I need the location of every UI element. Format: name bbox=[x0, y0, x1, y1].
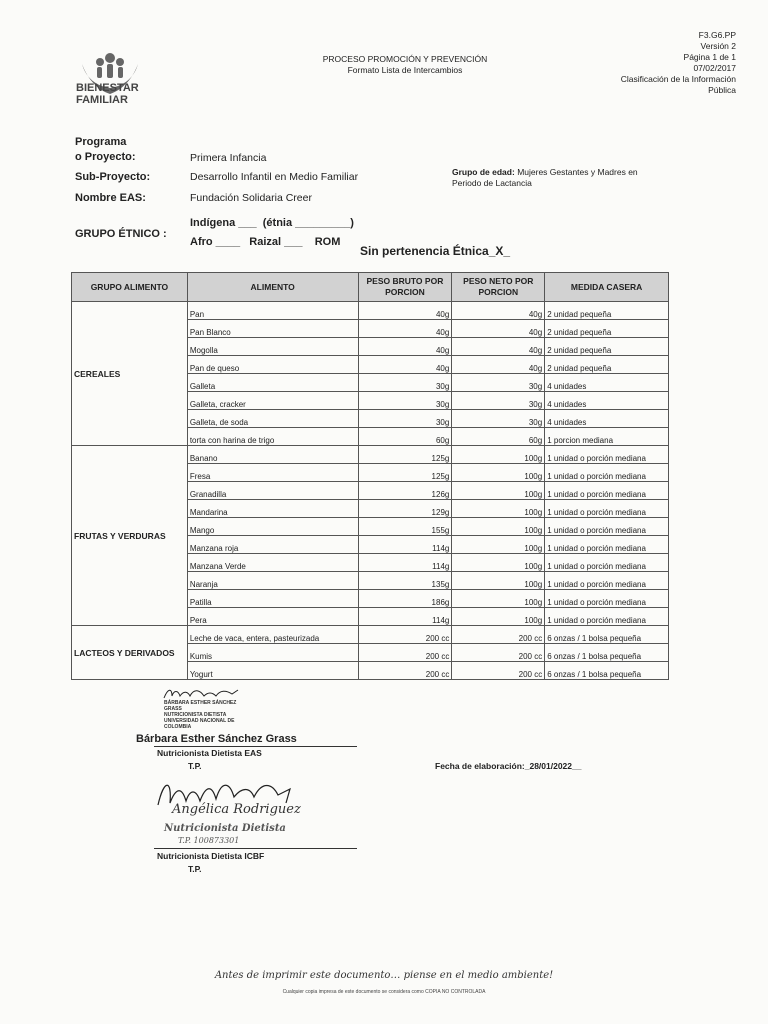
signer-1-tp: T.P. bbox=[188, 761, 202, 771]
medida-cell: 1 unidad o porción mediana bbox=[545, 572, 669, 590]
medida-cell: 2 unidad pequeña bbox=[545, 302, 669, 320]
doc-page: Página 1 de 1 bbox=[683, 52, 736, 62]
ethnic-label: GRUPO ÉTNICO : bbox=[75, 228, 167, 240]
food-cell: Galleta, de soda bbox=[187, 410, 358, 428]
exchange-list-table bbox=[71, 272, 669, 680]
eas-value: Fundación Solidaria Creer bbox=[190, 192, 312, 204]
age-group bbox=[452, 167, 638, 189]
food-cell: Mandarina bbox=[187, 500, 358, 518]
peso-bruto-cell: 114g bbox=[358, 554, 452, 572]
program-label-line-1: Programa bbox=[75, 136, 127, 148]
medida-cell: 1 unidad o porción mediana bbox=[545, 464, 669, 482]
medida-cell: 4 unidades bbox=[545, 374, 669, 392]
medida-cell: 4 unidades bbox=[545, 410, 669, 428]
peso-bruto-cell: 40g bbox=[358, 356, 452, 374]
col-header-alimento: ALIMENTO bbox=[187, 273, 358, 302]
header-right bbox=[600, 30, 736, 96]
food-cell: Manzana Verde bbox=[187, 554, 358, 572]
medida-cell: 2 unidad pequeña bbox=[545, 356, 669, 374]
peso-bruto-cell: 30g bbox=[358, 392, 452, 410]
peso-neto-cell: 30g bbox=[452, 410, 545, 428]
peso-neto-cell: 100g bbox=[452, 464, 545, 482]
peso-bruto-cell: 30g bbox=[358, 374, 452, 392]
food-cell: Granadilla bbox=[187, 482, 358, 500]
program-label-line-2: o Proyecto: bbox=[75, 151, 136, 163]
medida-cell: 1 unidad o porción mediana bbox=[545, 554, 669, 572]
peso-neto-cell: 40g bbox=[452, 356, 545, 374]
table-row bbox=[72, 302, 669, 320]
food-cell: Pera bbox=[187, 608, 358, 626]
group-name: LACTEOS Y DERIVADOS bbox=[72, 626, 188, 680]
peso-neto-cell: 200 cc bbox=[452, 626, 545, 644]
medida-cell: 1 unidad o porción mediana bbox=[545, 446, 669, 464]
peso-neto-cell: 30g bbox=[452, 392, 545, 410]
stamp-line-3: UNIVERSIDAD NACIONAL DE COLOMBIA bbox=[164, 718, 235, 730]
peso-bruto-cell: 186g bbox=[358, 590, 452, 608]
food-cell: Patilla bbox=[187, 590, 358, 608]
col-header-grupo: GRUPO ALIMENTO bbox=[72, 273, 188, 302]
signer-2-role: Nutricionista Dietista ICBF bbox=[157, 851, 265, 861]
medida-cell: 6 onzas / 1 bolsa pequeña bbox=[545, 662, 669, 680]
peso-neto-cell: 100g bbox=[452, 518, 545, 536]
peso-neto-cell: 40g bbox=[452, 320, 545, 338]
food-cell: Galleta, cracker bbox=[187, 392, 358, 410]
signature-2-role: Nutricionista Dietista bbox=[164, 823, 286, 834]
footer-note: Cualquier copia impresa de este documento se considera como COPIA NO CONTROLADA bbox=[282, 989, 486, 995]
medida-cell: 1 unidad o porción mediana bbox=[545, 482, 669, 500]
medida-cell: 4 unidades bbox=[545, 392, 669, 410]
fecha-elaboracion: Fecha de elaboración:_28/01/2022__ bbox=[435, 761, 582, 771]
subproject-value: Desarrollo Infantil en Medio Familiar bbox=[190, 171, 359, 183]
table-header-row bbox=[72, 273, 669, 302]
peso-neto-cell: 40g bbox=[452, 302, 545, 320]
food-cell: Pan de queso bbox=[187, 356, 358, 374]
peso-bruto-cell: 30g bbox=[358, 410, 452, 428]
peso-neto-cell: 100g bbox=[452, 572, 545, 590]
medida-cell: 1 unidad o porción mediana bbox=[545, 536, 669, 554]
peso-neto-cell: 100g bbox=[452, 446, 545, 464]
medida-cell: 1 unidad o porción mediana bbox=[545, 590, 669, 608]
peso-bruto-cell: 40g bbox=[358, 302, 452, 320]
peso-bruto-cell: 40g bbox=[358, 320, 452, 338]
peso-bruto-cell: 125g bbox=[358, 446, 452, 464]
peso-bruto-cell: 114g bbox=[358, 608, 452, 626]
program-label bbox=[75, 135, 136, 165]
peso-bruto-cell: 200 cc bbox=[358, 644, 452, 662]
peso-bruto-cell: 155g bbox=[358, 518, 452, 536]
col-header-medida: MEDIDA CASERA bbox=[545, 273, 669, 302]
peso-neto-cell: 200 cc bbox=[452, 644, 545, 662]
signature-1-line bbox=[154, 746, 357, 747]
peso-bruto-cell: 40g bbox=[358, 338, 452, 356]
col-header-peso-bruto: PESO BRUTO POR PORCION bbox=[358, 273, 452, 302]
age-group-value-1: Mujeres Gestantes y Madres en bbox=[517, 167, 638, 177]
medida-cell: 6 onzas / 1 bolsa pequeña bbox=[545, 626, 669, 644]
peso-bruto-cell: 200 cc bbox=[358, 626, 452, 644]
medida-cell: 2 unidad pequeña bbox=[545, 320, 669, 338]
medida-cell: 1 unidad o porción mediana bbox=[545, 608, 669, 626]
peso-bruto-cell: 125g bbox=[358, 464, 452, 482]
group-name: FRUTAS Y VERDURAS bbox=[72, 446, 188, 626]
food-cell: Pan bbox=[187, 302, 358, 320]
table-body bbox=[72, 302, 669, 680]
peso-neto-cell: 100g bbox=[452, 500, 545, 518]
table-row bbox=[72, 446, 669, 464]
peso-neto-cell: 100g bbox=[452, 608, 545, 626]
peso-neto-cell: 100g bbox=[452, 590, 545, 608]
program-value: Primera Infancia bbox=[190, 152, 267, 164]
doc-code: F3.G6.PP bbox=[698, 30, 736, 40]
food-cell: Mango bbox=[187, 518, 358, 536]
header-center bbox=[290, 54, 520, 76]
peso-neto-cell: 40g bbox=[452, 338, 545, 356]
peso-bruto-cell: 200 cc bbox=[358, 662, 452, 680]
classification-value: Pública bbox=[708, 85, 736, 95]
classification-label: Clasificación de la Información bbox=[620, 74, 736, 84]
logo-text bbox=[76, 82, 139, 106]
signature-2-name: Angélica Rodriguez bbox=[172, 802, 301, 817]
signature-2-tp: T.P. 100873301 bbox=[178, 836, 240, 845]
medida-cell: 6 onzas / 1 bolsa pequeña bbox=[545, 644, 669, 662]
table-row bbox=[72, 626, 669, 644]
peso-bruto-cell: 135g bbox=[358, 572, 452, 590]
peso-neto-cell: 100g bbox=[452, 536, 545, 554]
signature-1-stamp bbox=[164, 700, 254, 730]
medida-cell: 2 unidad pequeña bbox=[545, 338, 669, 356]
ethnic-none: Sin pertenencia Étnica_X_ bbox=[360, 244, 511, 258]
signature-2-line bbox=[154, 848, 357, 849]
signer-1-name: Bárbara Esther Sánchez Grass bbox=[136, 733, 297, 745]
subproject-label: Sub-Proyecto: bbox=[75, 171, 151, 183]
stamp-line-2: NUTRICIONISTA DIETISTA bbox=[164, 712, 227, 718]
format-title: Formato Lista de Intercambios bbox=[347, 65, 463, 75]
peso-neto-cell: 60g bbox=[452, 428, 545, 446]
medida-cell: 1 porcion mediana bbox=[545, 428, 669, 446]
footer-message: Antes de imprimir este documento… piense en el medio ambiente! bbox=[214, 970, 554, 981]
stamp-line-1: BÁRBARA ESTHER SÁNCHEZ GRASS bbox=[164, 700, 237, 712]
ethnic-line-1: Indígena ___ (étnia _________) bbox=[190, 217, 354, 229]
peso-neto-cell: 30g bbox=[452, 374, 545, 392]
process-title: PROCESO PROMOCIÓN Y PREVENCIÓN bbox=[322, 54, 488, 64]
age-group-value-2: Periodo de Lactancia bbox=[452, 178, 532, 188]
peso-bruto-cell: 60g bbox=[358, 428, 452, 446]
age-group-label: Grupo de edad: bbox=[452, 167, 515, 177]
food-cell: Kumis bbox=[187, 644, 358, 662]
ethnic-line-2: Afro ____ Raizal ___ ROM bbox=[190, 236, 341, 248]
food-cell: Mogolla bbox=[187, 338, 358, 356]
signer-2-tp: T.P. bbox=[188, 864, 202, 874]
food-cell: Naranja bbox=[187, 572, 358, 590]
food-cell: Manzana roja bbox=[187, 536, 358, 554]
food-cell: Leche de vaca, entera, pasteurizada bbox=[187, 626, 358, 644]
logo-line-1: BIENESTAR bbox=[76, 82, 139, 94]
peso-neto-cell: 100g bbox=[452, 482, 545, 500]
peso-neto-cell: 200 cc bbox=[452, 662, 545, 680]
doc-version: Versión 2 bbox=[700, 41, 736, 51]
col-header-peso-neto: PESO NETO POR PORCION bbox=[452, 273, 545, 302]
signer-1-role: Nutricionista Dietista EAS bbox=[157, 748, 262, 758]
logo-line-2: FAMILIAR bbox=[76, 94, 128, 106]
eas-label: Nombre EAS: bbox=[75, 192, 146, 204]
peso-bruto-cell: 129g bbox=[358, 500, 452, 518]
food-cell: Yogurt bbox=[187, 662, 358, 680]
medida-cell: 1 unidad o porción mediana bbox=[545, 500, 669, 518]
medida-cell: 1 unidad o porción mediana bbox=[545, 518, 669, 536]
food-cell: Banano bbox=[187, 446, 358, 464]
food-cell: Pan Blanco bbox=[187, 320, 358, 338]
food-cell: Fresa bbox=[187, 464, 358, 482]
peso-neto-cell: 100g bbox=[452, 554, 545, 572]
doc-date: 07/02/2017 bbox=[693, 63, 736, 73]
group-name: CEREALES bbox=[72, 302, 188, 446]
peso-bruto-cell: 126g bbox=[358, 482, 452, 500]
food-cell: torta con harina de trigo bbox=[187, 428, 358, 446]
food-cell: Galleta bbox=[187, 374, 358, 392]
peso-bruto-cell: 114g bbox=[358, 536, 452, 554]
